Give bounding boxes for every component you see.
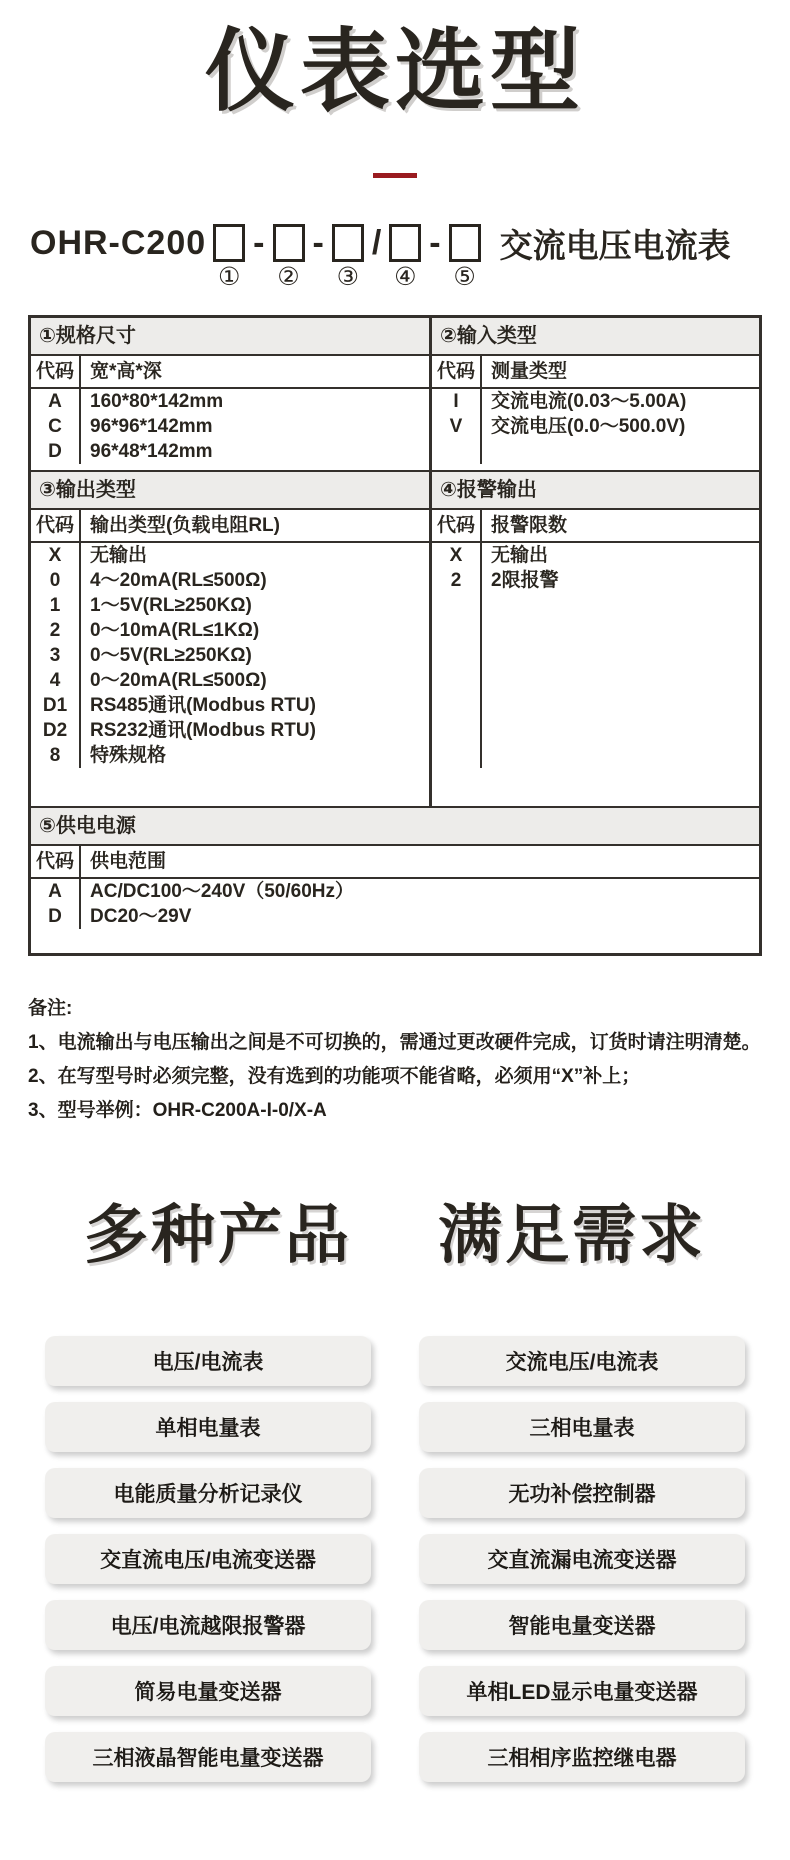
model-slot-number-5: ⑤ [453, 263, 476, 292]
section-power-supply [31, 808, 759, 953]
page-title: 仪表选型 [205, 22, 585, 122]
product-button-three-phase-power-meter[interactable]: 三相电量表 [419, 1402, 745, 1452]
code-cell: X [48, 544, 62, 566]
products-grid [45, 1336, 745, 1782]
code-cell: I [453, 390, 459, 412]
desc-cell: 0～10mA(RL≤1KΩ) [90, 619, 260, 641]
section-title: ③输出类型 [31, 472, 429, 510]
red-dash-divider [373, 173, 417, 178]
product-button-ac-dc-leakage-current-transmitter[interactable]: 交直流漏电流变送器 [419, 1534, 745, 1584]
code-cell: X [449, 544, 463, 566]
product-button-voltage-current-limit-alarm[interactable]: 电压/电流越限报警器 [45, 1600, 371, 1650]
model-slot-2 [273, 224, 305, 292]
section-subheader [31, 356, 429, 389]
code-cell: A [48, 390, 62, 412]
code-header: 代码 [432, 510, 482, 541]
section-body [31, 879, 759, 953]
desc-cell: 交流电流(0.03～5.00A) [491, 390, 687, 412]
model-separator: - [312, 223, 324, 262]
note-item-1: 1、电流输出与电压输出之间是不可切换的，需通过更改硬件完成，订货时请注明清楚。 [28, 1031, 761, 1053]
products-heading-left: 多种产品 [84, 1198, 352, 1271]
model-code-area [30, 220, 790, 292]
code-cell: 0 [49, 569, 61, 591]
model-separator: - [253, 223, 265, 262]
product-button-power-quality-analyzer-recorder[interactable]: 电能质量分析记录仪 [45, 1468, 371, 1518]
model-slot-4 [389, 224, 421, 292]
desc-cell: 96*96*142mm [90, 415, 213, 437]
code-cell: 8 [49, 744, 61, 766]
table-row-sections-1-2 [31, 318, 759, 470]
model-slot-box [273, 224, 305, 262]
column-header: 测量类型 [491, 360, 568, 382]
code-header: 代码 [31, 356, 81, 387]
model-slot-box [332, 224, 364, 262]
column-header: 供电范围 [90, 850, 167, 872]
desc-cell: 4～20mA(RL≤500Ω) [90, 569, 267, 591]
section-body [31, 543, 429, 806]
section-spec-size [31, 318, 429, 470]
product-button-single-phase-led-power-transmitter[interactable]: 单相LED显示电量变送器 [419, 1666, 745, 1716]
desc-cell: 交流电压(0.0～500.0V) [491, 415, 686, 437]
model-slot-number-1: ① [217, 263, 241, 292]
product-button-simple-power-transmitter[interactable]: 简易电量变送器 [45, 1666, 371, 1716]
model-product-name: 交流电压电流表 [499, 226, 731, 264]
model-separator: - [429, 223, 441, 262]
products-heading-right: 满足需求 [438, 1198, 706, 1271]
note-item-2: 2、在写型号时必须完整，没有选到的功能项不能省略，必须用“X”补上； [28, 1065, 641, 1087]
desc-cell: 无输出 [90, 544, 148, 566]
notes-label: 备注: [28, 997, 73, 1019]
desc-cell: 无输出 [491, 544, 549, 566]
section-output-type [31, 472, 429, 806]
code-cell: D [48, 905, 62, 927]
code-cell: 2 [450, 569, 462, 591]
code-cell: 3 [49, 644, 61, 666]
code-header: 代码 [31, 846, 81, 877]
column-header: 报警限数 [491, 514, 568, 536]
column-header: 输出类型(负载电阻RL) [90, 514, 280, 536]
product-button-ac-voltage-current-meter[interactable]: 交流电压/电流表 [419, 1336, 745, 1386]
desc-cell: 160*80*142mm [90, 390, 224, 412]
section-title: ⑤供电电源 [31, 808, 759, 846]
desc-cell: AC/DC100～240V（50/60Hz） [90, 880, 355, 902]
model-code-line [30, 220, 790, 292]
model-selection-table [28, 315, 762, 956]
product-button-ac-dc-voltage-current-transmitter[interactable]: 交直流电压/电流变送器 [45, 1534, 371, 1584]
products-heading [0, 1184, 790, 1276]
desc-cell: 特殊规格 [90, 744, 167, 766]
model-slot-number-3: ③ [336, 263, 360, 292]
code-cell: D [48, 440, 62, 462]
desc-cell: DC20～29V [90, 905, 192, 927]
section-input-type [429, 318, 759, 470]
code-cell: 2 [49, 619, 61, 641]
code-cell: V [449, 415, 463, 437]
section-body [432, 543, 759, 806]
product-button-reactive-compensation-controller[interactable]: 无功补偿控制器 [419, 1468, 745, 1518]
code-cell: A [48, 880, 62, 902]
column-header: 宽*高*深 [90, 360, 162, 382]
model-separator: / [371, 223, 382, 262]
section-title: ①规格尺寸 [31, 318, 429, 356]
model-slot-box [389, 224, 421, 262]
section-title: ④报警输出 [432, 472, 759, 510]
code-cell: D2 [42, 719, 68, 741]
notes-section [28, 992, 762, 1128]
product-button-single-phase-power-meter[interactable]: 单相电量表 [45, 1402, 371, 1452]
section-subheader [432, 510, 759, 543]
section-subheader [432, 356, 759, 389]
code-header: 代码 [432, 356, 482, 387]
desc-cell: 0～20mA(RL≤500Ω) [90, 669, 267, 691]
product-button-three-phase-sequence-monitoring-relay[interactable]: 三相相序监控继电器 [419, 1732, 745, 1782]
note-item-3: 3、型号举例：OHR-C200A-I-0/X-A [28, 1099, 327, 1121]
desc-cell: RS232通讯(Modbus RTU) [90, 719, 316, 741]
code-cell: C [48, 415, 62, 437]
section-subheader [31, 510, 429, 543]
section-subheader [31, 846, 759, 879]
section-body [31, 389, 429, 470]
code-header: 代码 [31, 510, 81, 541]
model-slot-box [213, 224, 245, 262]
desc-cell: RS485通讯(Modbus RTU) [90, 694, 316, 716]
product-button-smart-power-transmitter[interactable]: 智能电量变送器 [419, 1600, 745, 1650]
code-cell: D1 [42, 694, 68, 716]
table-row-section-5 [31, 806, 759, 953]
desc-cell: 1～5V(RL≥250KΩ) [90, 594, 252, 616]
desc-cell: 96*48*142mm [90, 440, 213, 462]
section-title: ②输入类型 [432, 318, 759, 356]
model-slot-number-2: ② [277, 263, 300, 292]
section-body [432, 389, 759, 470]
desc-cell: 2限报警 [491, 569, 559, 591]
model-prefix: OHR-C200 [30, 223, 207, 262]
section-alarm-output [429, 472, 759, 806]
model-slot-number-4: ④ [394, 263, 417, 292]
code-cell: 4 [49, 669, 61, 691]
product-button-voltage-current-meter[interactable]: 电压/电流表 [45, 1336, 371, 1386]
model-slot-box [449, 224, 481, 262]
table-row-sections-3-4 [31, 470, 759, 806]
model-slot-3 [332, 224, 364, 292]
product-button-three-phase-lcd-smart-power-transmitter[interactable]: 三相液晶智能电量变送器 [45, 1732, 371, 1782]
model-slot-1 [213, 224, 245, 292]
code-cell: 1 [49, 594, 61, 616]
model-slot-5 [449, 224, 481, 292]
desc-cell: 0～5V(RL≥250KΩ) [90, 644, 252, 666]
